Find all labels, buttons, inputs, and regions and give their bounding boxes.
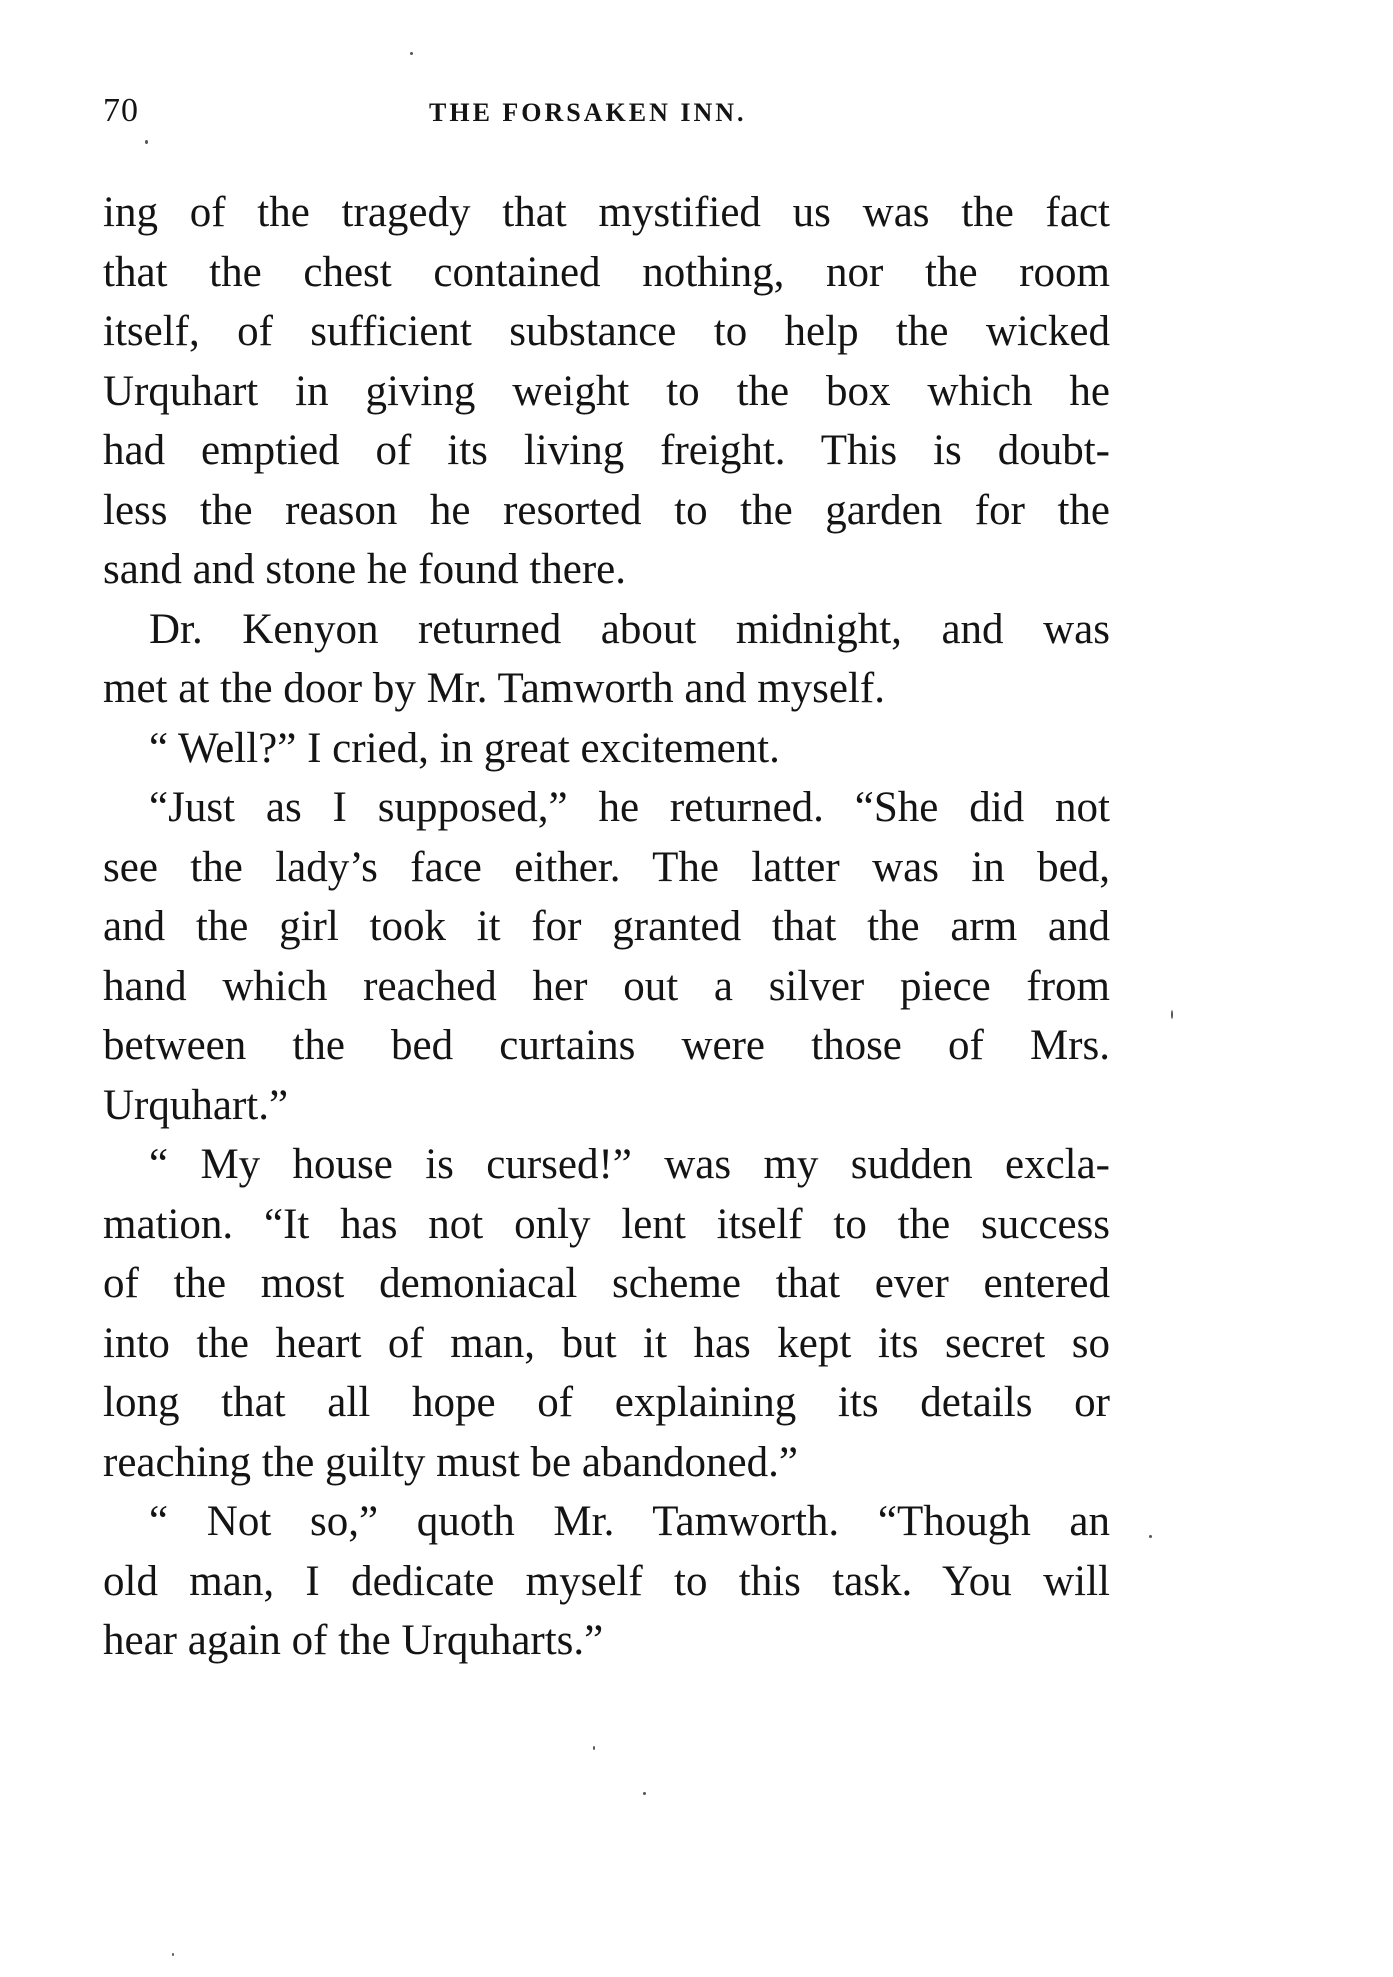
scan-speck	[1171, 1010, 1173, 1019]
text-line: mation. “It has not only lent itself to the success	[103, 1200, 1110, 1248]
scan-speck	[172, 1953, 174, 1956]
text-line: had emptied of its living freight. This is doubt-	[103, 427, 1110, 474]
running-title: THE FORSAKEN INN.	[429, 98, 747, 127]
text-line: itself, of sufficient substance to help the wicked	[103, 308, 1110, 355]
scan-speck	[593, 1746, 595, 1750]
text-line: ing of the tragedy that mystified us was the fact	[103, 189, 1110, 236]
scan-speck	[410, 52, 413, 55]
text-line: hand which reached her out a silver piece from	[103, 962, 1110, 1010]
text-line: between the bed curtains were those of Mrs.	[103, 1022, 1110, 1069]
text-line: met at the door by Mr. Tamworth and myself.	[103, 665, 885, 712]
text-line: see the lady’s face either. The latter was in bed,	[103, 843, 1110, 891]
text-line: “Just as I supposed,” he returned. “She did not	[149, 784, 1110, 831]
text-line: old man, I dedicate myself to this task. You will	[103, 1557, 1110, 1605]
text-line: of the most demoniacal scheme that ever entered	[103, 1260, 1110, 1307]
scan-speck	[1149, 1535, 1152, 1538]
text-line: “ My house is cursed!” was my sudden excla-	[149, 1141, 1110, 1188]
running-head	[103, 92, 1103, 132]
text-line: Dr. Kenyon returned about midnight, and was	[149, 605, 1110, 653]
text-line: long that all hope of explaining its details or	[103, 1379, 1110, 1426]
text-line: and the girl took it for granted that the arm and	[103, 903, 1110, 950]
text-line: Urquhart.”	[103, 1081, 289, 1129]
text-line: that the chest contained nothing, nor the room	[103, 248, 1110, 296]
text-line: reaching the guilty must be abandoned.”	[103, 1438, 798, 1486]
page-number: 70	[103, 92, 139, 129]
scan-speck	[145, 140, 148, 144]
text-line: hear again of the Urquharts.”	[103, 1617, 604, 1664]
text-line: less the reason he resorted to the garden for the	[103, 486, 1110, 534]
text-line: “ Not so,” quoth Mr. Tamworth. “Though an	[149, 1498, 1110, 1545]
scan-speck	[643, 1792, 646, 1795]
text-line: into the heart of man, but it has kept its secret so	[103, 1319, 1110, 1367]
body-text	[103, 183, 1110, 1671]
text-line: Urquhart in giving weight to the box which he	[103, 367, 1110, 415]
text-line: sand and stone he found there.	[103, 546, 627, 593]
text-line: “ Well?” I cried, in great excitement.	[149, 724, 780, 772]
